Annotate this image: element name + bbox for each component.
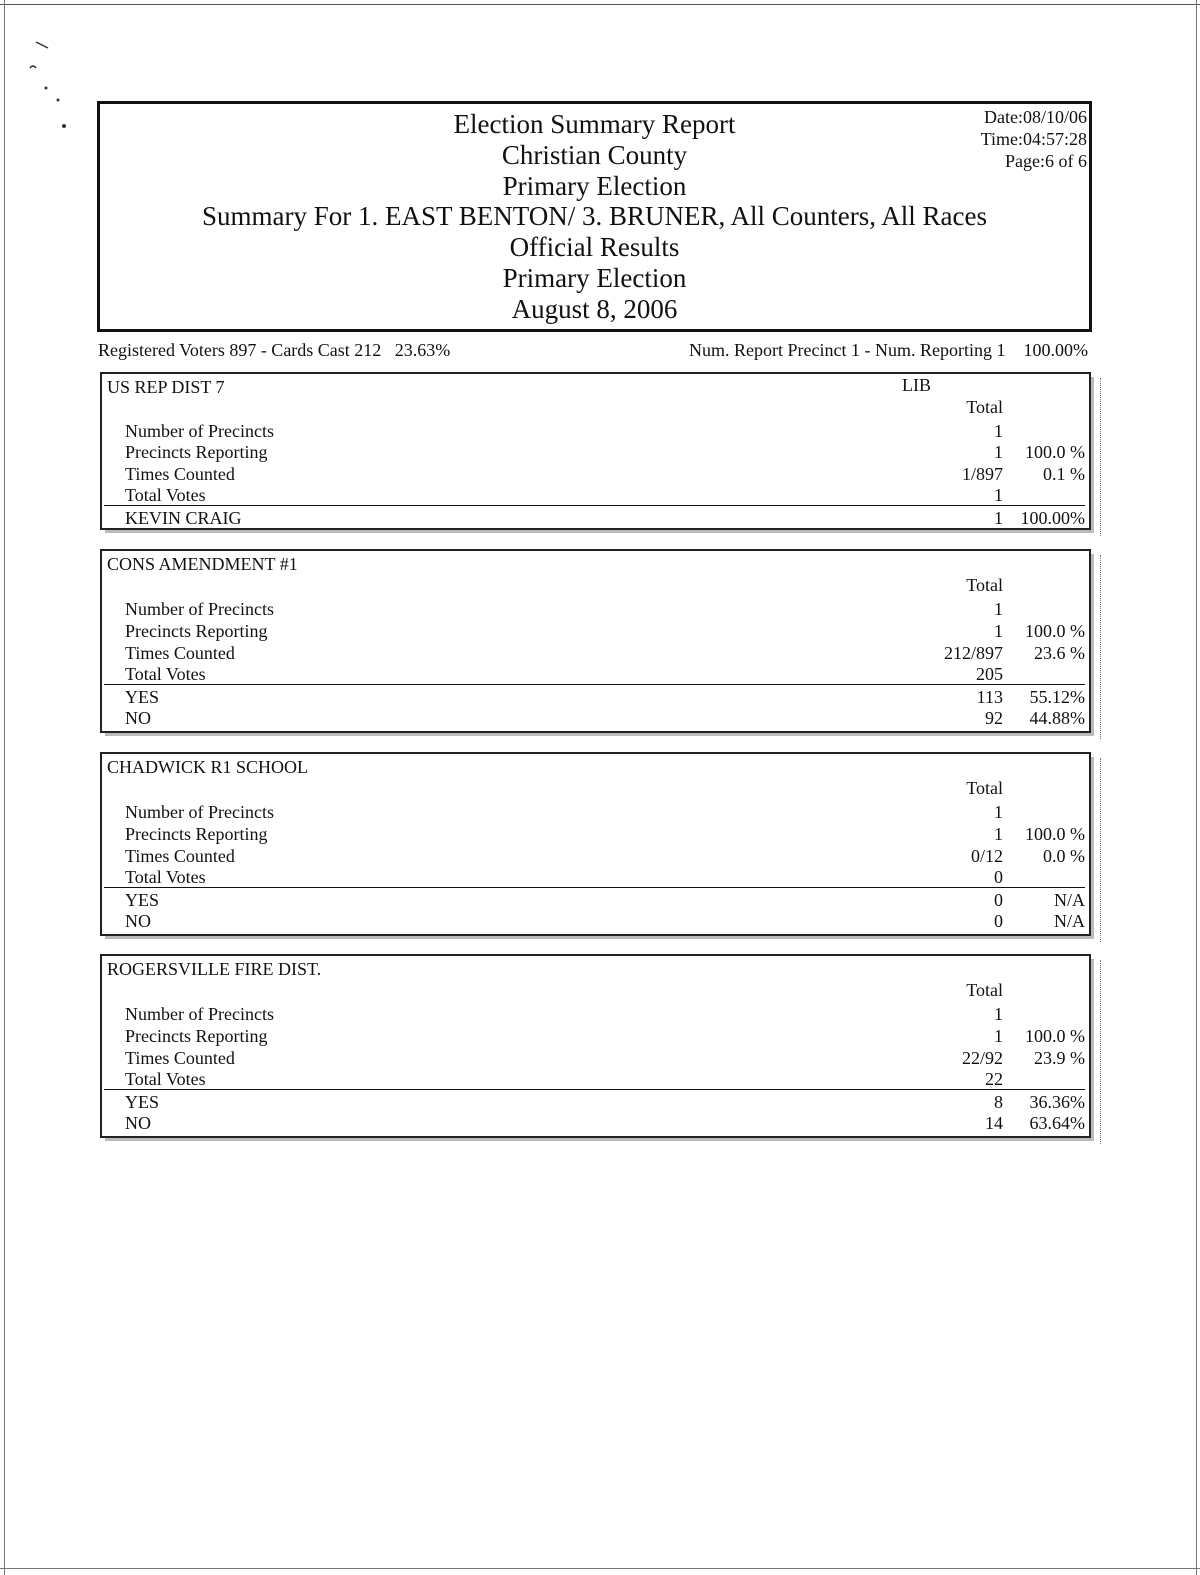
race-title: US REP DIST 7 — [107, 377, 225, 397]
stat-percent: 23.9 % — [1034, 1048, 1085, 1068]
stat-value: 1 — [994, 442, 1003, 462]
precinct-reporting-summary: Num. Report Precinct 1 - Num. Reporting 1 100.00% — [689, 340, 1088, 360]
candidate-row — [102, 686, 1089, 708]
total-column-header: Total — [966, 980, 1003, 1000]
stat-label: Times Counted — [125, 464, 235, 484]
stat-label: Precincts Reporting — [125, 824, 268, 844]
stat-label: Number of Precincts — [125, 599, 274, 619]
results-divider — [104, 887, 1085, 888]
page-edge-bottom — [0, 1568, 1200, 1569]
candidate-votes: 8 — [994, 1092, 1003, 1112]
page-edge-right — [1196, 0, 1197, 1575]
stat-row — [102, 598, 1089, 620]
candidate-name: NO — [125, 911, 151, 931]
candidate-percent: N/A — [1054, 911, 1085, 931]
race-us-rep-dist-7 — [100, 372, 1091, 530]
election-date: August 8, 2006 — [511, 294, 678, 324]
candidate-row — [102, 1112, 1089, 1134]
candidate-percent: 100.00% — [1020, 508, 1085, 528]
stat-label: Number of Precincts — [125, 802, 274, 822]
race-chadwick-r1-school — [100, 752, 1091, 936]
candidate-name: YES — [125, 1092, 160, 1112]
stat-value: 212/897 — [943, 643, 1003, 663]
stat-label: Precincts Reporting — [125, 1026, 268, 1046]
results-divider — [104, 505, 1085, 506]
race-title: CONS AMENDMENT #1 — [107, 554, 298, 574]
candidate-name: KEVIN CRAIG — [125, 508, 242, 528]
stat-row — [102, 484, 1089, 506]
candidate-votes: 0 — [994, 890, 1003, 910]
candidate-name: YES — [125, 687, 160, 707]
stat-row — [102, 663, 1089, 685]
report-meta — [981, 106, 1087, 172]
stat-percent: 23.6 % — [1034, 643, 1085, 663]
report-header — [97, 101, 1092, 332]
candidate-name: NO — [125, 708, 151, 728]
stat-row — [102, 620, 1089, 642]
stat-value: 1 — [994, 802, 1003, 822]
stat-value: 205 — [976, 664, 1003, 684]
stat-label: Total Votes — [125, 485, 206, 505]
stat-percent: 100.0 % — [1025, 1026, 1085, 1046]
page-edge-top — [0, 4, 1200, 5]
stat-value: 1 — [994, 824, 1003, 844]
stat-row — [102, 1025, 1089, 1047]
stat-label: Total Votes — [125, 867, 206, 887]
candidate-percent: 55.12% — [1029, 687, 1085, 707]
stat-label: Total Votes — [125, 664, 206, 684]
candidate-name: NO — [125, 1113, 151, 1133]
results-divider — [104, 1089, 1085, 1090]
election-type-repeat: Primary Election — [502, 263, 687, 293]
race-title: ROGERSVILLE FIRE DIST. — [107, 959, 322, 979]
stat-percent: 100.0 % — [1025, 824, 1085, 844]
stat-value: 1 — [994, 485, 1003, 505]
race-rogersville-fire-dist — [100, 954, 1091, 1138]
page-number: Page:6 of 6 — [1005, 151, 1087, 171]
race-title: CHADWICK R1 SCHOOL — [107, 757, 309, 777]
stat-label: Times Counted — [125, 643, 235, 663]
stat-label: Times Counted — [125, 1048, 235, 1068]
stat-label: Total Votes — [125, 1069, 206, 1089]
report-date: Date:08/10/06 — [984, 107, 1087, 127]
stat-row — [102, 1068, 1089, 1090]
county-name: Christian County — [501, 140, 688, 170]
report-time: Time:04:57:28 — [980, 129, 1087, 149]
stat-row — [102, 1003, 1089, 1025]
scan-marks — [28, 40, 78, 140]
total-column-header: Total — [966, 397, 1003, 417]
stat-value: 1 — [994, 421, 1003, 441]
candidate-votes: 14 — [985, 1113, 1003, 1133]
candidate-percent: 63.64% — [1029, 1113, 1085, 1133]
stat-value: 1/897 — [961, 464, 1003, 484]
candidate-votes: 1 — [994, 508, 1003, 528]
party-label: LIB — [902, 375, 931, 395]
candidate-percent: 36.36% — [1029, 1092, 1085, 1112]
stat-row — [102, 463, 1089, 485]
candidate-row — [102, 889, 1089, 911]
stat-value: 1 — [994, 1026, 1003, 1046]
report-title: Election Summary Report — [453, 109, 736, 139]
results-status: Official Results — [509, 232, 680, 262]
stat-label: Times Counted — [125, 846, 235, 866]
candidate-percent: N/A — [1054, 890, 1085, 910]
stat-label: Precincts Reporting — [125, 442, 268, 462]
total-column-header: Total — [966, 778, 1003, 798]
stat-value: 22/92 — [961, 1048, 1003, 1068]
registered-voters-summary: Registered Voters 897 - Cards Cast 212 23.63% — [98, 340, 451, 360]
page-edge-left — [4, 0, 5, 1575]
stat-row — [102, 441, 1089, 463]
results-divider — [104, 684, 1085, 685]
stat-label: Number of Precincts — [125, 1004, 274, 1024]
stat-value: 1 — [994, 599, 1003, 619]
election-type: Primary Election — [502, 171, 687, 201]
candidate-row — [102, 910, 1089, 932]
total-column-header: Total — [966, 575, 1003, 595]
stat-value: 0 — [994, 867, 1003, 887]
stat-row — [102, 1047, 1089, 1069]
stat-percent: 100.0 % — [1025, 442, 1085, 462]
stat-row — [102, 420, 1089, 442]
stat-label: Number of Precincts — [125, 421, 274, 441]
stat-percent: 0.0 % — [1043, 846, 1085, 866]
stat-value: 0/12 — [970, 846, 1003, 866]
candidate-row — [102, 507, 1089, 529]
stat-value: 1 — [994, 621, 1003, 641]
race-cons-amendment-1 — [100, 549, 1091, 733]
stat-row — [102, 845, 1089, 867]
stat-percent: 100.0 % — [1025, 621, 1085, 641]
stat-row — [102, 801, 1089, 823]
candidate-name: YES — [125, 890, 160, 910]
candidate-percent: 44.88% — [1029, 708, 1085, 728]
candidate-votes: 0 — [994, 911, 1003, 931]
stat-label: Precincts Reporting — [125, 621, 268, 641]
candidate-row — [102, 1091, 1089, 1113]
stat-row — [102, 866, 1089, 888]
stat-row — [102, 823, 1089, 845]
stat-row — [102, 642, 1089, 664]
candidate-votes: 92 — [985, 708, 1003, 728]
stat-percent: 0.1 % — [1043, 464, 1085, 484]
candidate-votes: 113 — [976, 687, 1003, 707]
summary-scope: Summary For 1. EAST BENTON/ 3. BRUNER, All Counters, All Races — [201, 201, 988, 231]
stat-value: 22 — [985, 1069, 1003, 1089]
candidate-row — [102, 707, 1089, 729]
stat-value: 1 — [994, 1004, 1003, 1024]
